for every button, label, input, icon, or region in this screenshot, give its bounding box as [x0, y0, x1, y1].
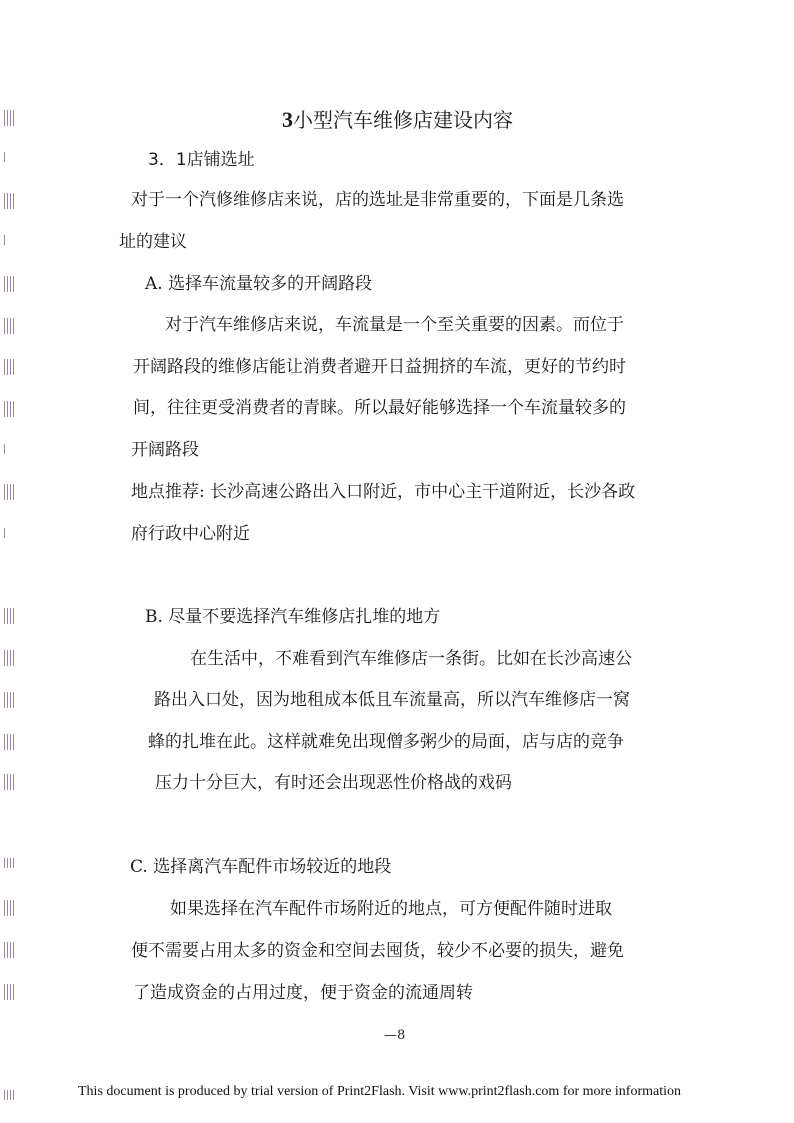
- paragraph-line: 间，往往更受消费者的青睐。所以最好能够选择一个车流量较多的: [133, 398, 626, 418]
- paragraph-line: 便不需要占用太多的资金和空间去囤货，较少不必要的损失，避免: [131, 941, 624, 961]
- margin-artifact: [4, 444, 7, 454]
- margin-artifact: [4, 528, 7, 538]
- intro-line: 址的建议: [119, 232, 187, 252]
- location-line: 府行政中心附近: [131, 524, 250, 544]
- margin-artifact: [4, 692, 16, 708]
- margin-artifact: [4, 942, 16, 958]
- paragraph-line: 压力十分巨大，有时还会出现恶性价格战的戏码: [155, 773, 512, 793]
- margin-artifact: [4, 110, 16, 126]
- margin-artifact: [4, 858, 16, 868]
- paragraph-line: 开阔路段的维修店能让消费者避开日益拥挤的车流，更好的节约时: [133, 357, 626, 377]
- margin-artifact: [4, 276, 16, 292]
- paragraph-line: 开阔路段: [131, 440, 199, 460]
- margin-artifact: [4, 318, 16, 334]
- location-line: 地点推荐: 长沙高速公路出入口附近，市中心主干道附近，长沙各政: [131, 482, 636, 502]
- paragraph-line: 蜂的扎堆在此。这样就难免出现僧多粥少的局面，店与店的竞争: [148, 732, 624, 752]
- paragraph-line: 了造成资金的占用过度，便于资金的流通周转: [133, 983, 473, 1003]
- subsection-heading-a: A. 选择车流量较多的开阔路段: [145, 274, 373, 294]
- margin-artifact: [4, 650, 16, 666]
- margin-artifact: [4, 359, 16, 375]
- margin-artifact: [4, 1090, 16, 1100]
- subsection-heading-c: C. 选择离汽车配件市场较近的地段: [130, 857, 392, 877]
- margin-artifact: [4, 235, 7, 245]
- margin-artifact: [4, 484, 16, 500]
- page-title: 3小型汽车维修店建设内容: [282, 107, 513, 132]
- margin-artifact: [4, 774, 16, 790]
- paragraph-line: 路出入口处，因为地租成本低且车流量高，所以汽车维修店一窝: [154, 690, 630, 710]
- margin-artifact: [4, 734, 16, 750]
- margin-artifact: [4, 152, 7, 162]
- trial-watermark-footer: This document is produced by trial version of Print2Flash. Visit www.print2flash.com for more information: [78, 1084, 682, 1099]
- margin-artifact: [4, 984, 16, 1000]
- margin-artifact: [4, 900, 16, 916]
- margin-artifact: [4, 193, 16, 209]
- page-number: —8: [384, 1028, 406, 1043]
- margin-artifact: [4, 608, 16, 624]
- margin-artifact: [4, 401, 16, 417]
- paragraph-line: 对于汽车维修店来说，车流量是一个至关重要的因素。而位于: [165, 315, 624, 335]
- subsection-heading-b: B. 尽量不要选择汽车维修店扎堆的地方: [145, 607, 441, 627]
- section-heading: 3．1店铺选址: [148, 150, 255, 170]
- paragraph-line: 如果选择在汽车配件市场附近的地点，可方便配件随时进取: [170, 899, 612, 919]
- paragraph-line: 在生活中，不难看到汽车维修店一条街。比如在长沙高速公: [190, 649, 632, 669]
- intro-line: 对于一个汽修维修店来说，店的选址是非常重要的，下面是几条选: [131, 190, 624, 210]
